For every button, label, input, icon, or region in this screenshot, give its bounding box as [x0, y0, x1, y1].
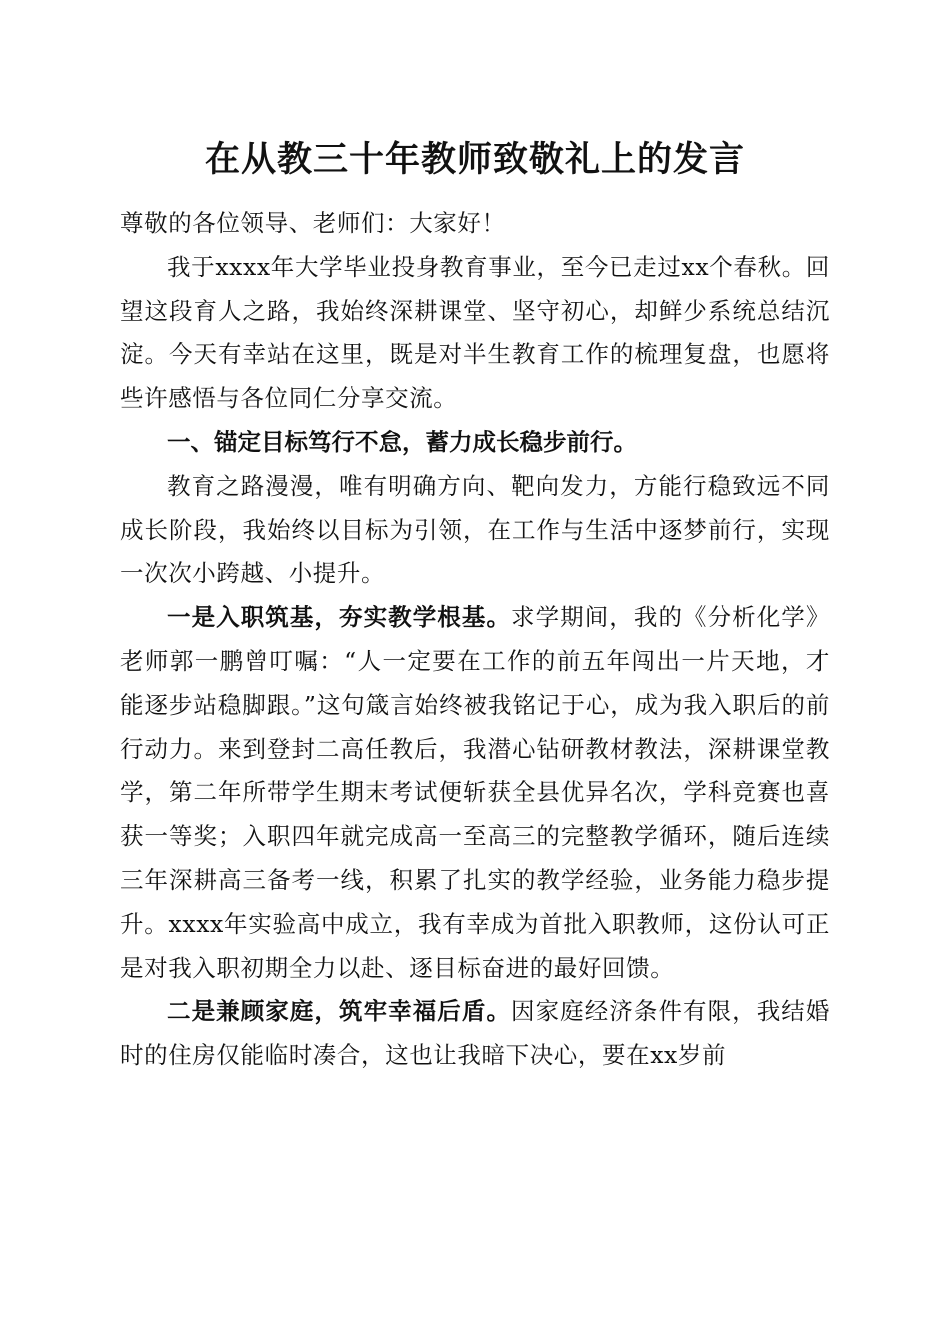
document-title: 在从教三十年教师致敬礼上的发言: [204, 139, 745, 180]
document-body: [120, 202, 830, 1078]
point-2-lead: 二是兼顾家庭，筑牢幸福后盾。: [167, 997, 512, 1026]
point-2-paragraph: [120, 990, 830, 1078]
section-heading-1: 一、锚定目标笃行不怠，蓄力成长稳步前行。: [167, 427, 637, 456]
point-1-text: 求学期间，我的《分析化学》老师郭一鹏曾叮嘱：“人一定要在工作的前五年闯出一片天地，才能逐步站稳脚跟。”这句箴言始终被我铭记于心，成为我入职后的前行动力。来到登封二高任教后，我潜心钻研教材教法，深耕课堂教学，第二年所带学生期末考试便斩获全县优异名次，学科竞赛也喜获一等奖；入职四年就完成高一至高三的完整教学循环，随后连续三年深耕高三备考一线，积累了扎实的教学经验，业务能力稳步提升。xxxx年实验高中成立，我有幸成为首批入职教师，这份认可正是对我入职初期全力以赴、逐目标奋进的最好回馈。: [120, 603, 830, 982]
salutation: 尊敬的各位领导、老师们：大家好！: [120, 209, 506, 237]
point-2-text: 因家庭经济条件有限，我结婚时的住房仅能临时凑合，这也让我暗下决心，要在xx岁前: [120, 997, 830, 1070]
section-1-paragraph: 教育之路漫漫，唯有明确方向、靶向发力，方能行稳致远不同成长阶段，我始终以目标为引领，在工作与生活中逐梦前行，实现一次次小跨越、小提升。: [120, 471, 830, 588]
point-1-paragraph: [120, 596, 830, 990]
intro-paragraph: 我于xxxx年大学毕业投身教育事业，至今已走过xx个春秋。回望这段育人之路，我始终深耕课堂、坚守初心，却鲜少系统总结沉淀。今天有幸站在这里，既是对半生教育工作的梳理复盘，也愿将些许感悟与各位同仁分享交流。: [120, 252, 830, 413]
point-1-lead: 一是入职筑基，夯实教学根基。: [167, 603, 512, 632]
